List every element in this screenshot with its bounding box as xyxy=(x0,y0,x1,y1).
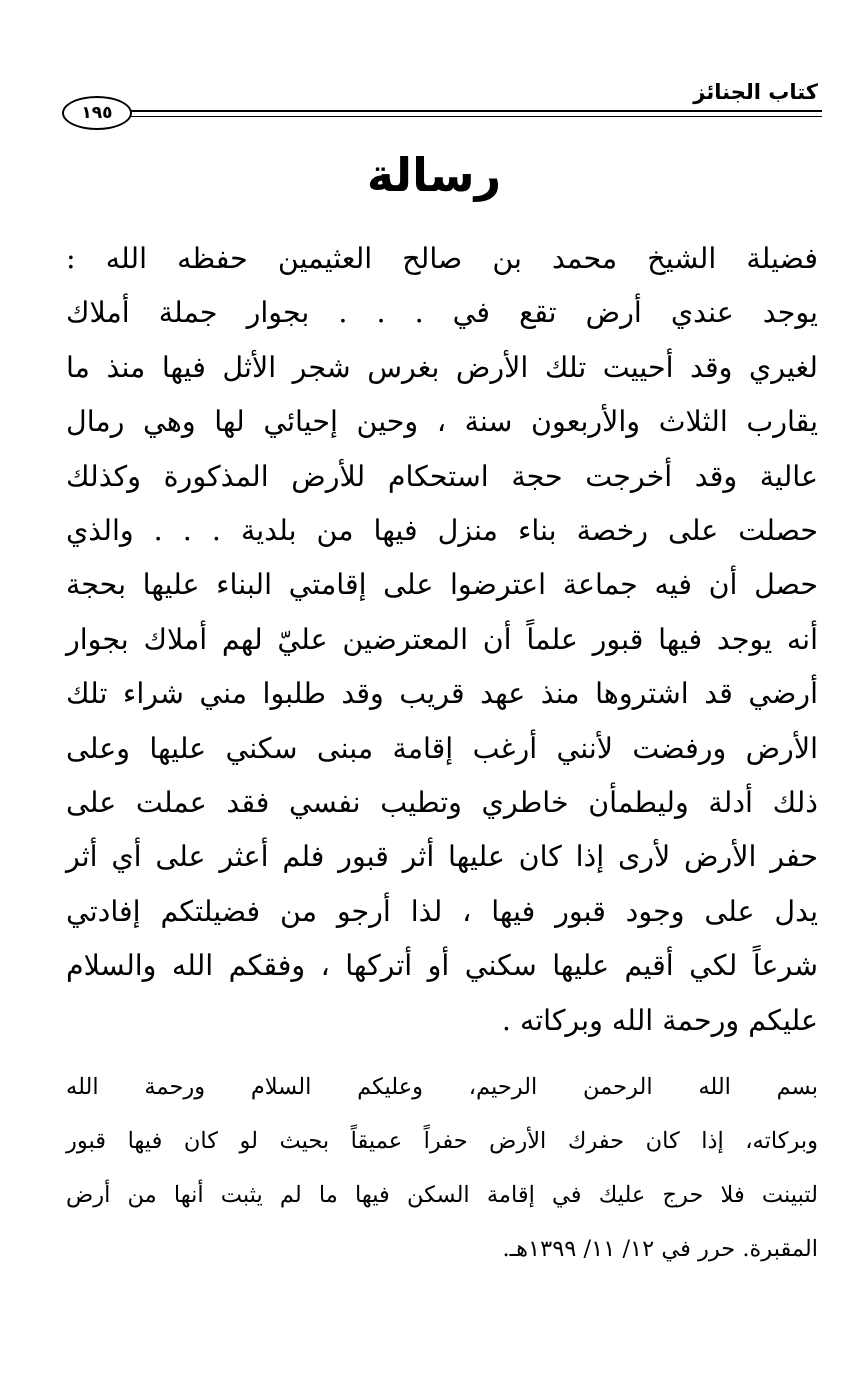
question-line: فضيلة الشيخ محمد بن صالح العثيمين حفظه الله : xyxy=(66,242,818,275)
question-text xyxy=(66,232,818,1048)
answer-line: وبركاته، إذا كان حفرك الأرض حفراً عميقاً بحيث لو كان فيها قبور xyxy=(66,1128,818,1154)
answer-line: لتبينت فلا حرج عليك في إقامة السكن فيها ما لم يثبت أنها من أرض xyxy=(66,1182,818,1208)
question-line: عالية وقد أخرجت حجة استحكام للأرض المذكورة وكذلك xyxy=(66,459,818,493)
question-line: حصل أن فيه جماعة اعترضوا على إقامتي البناء عليها بحجة xyxy=(66,568,818,602)
question-line: عليكم ورحمة الله وبركاته . xyxy=(501,1003,818,1037)
question-line: حفر الأرض لأرى إذا كان عليها أثر قبور فلم أعثر على أي أثر xyxy=(66,840,818,874)
header-rule-thin xyxy=(122,116,822,117)
question-line: يوجد عندي أرض تقع في . . . بجوار جملة أملاك xyxy=(66,296,818,330)
page-title: رسالة xyxy=(366,148,502,202)
answer-text xyxy=(66,1060,818,1276)
answer-line: بسم الله الرحمن الرحيم، وعليكم السلام ورحمة الله xyxy=(66,1074,818,1100)
question-line: حصلت على رخصة بناء منزل فيها من بلدية . . . والذي xyxy=(66,514,818,548)
question-line: يدل على وجود قبور فيها ، لذا أرجو من فضيلتكم إفادتي xyxy=(66,894,818,928)
book-title: كتاب الجنائز xyxy=(693,80,818,104)
answer-line: المقبرة. حرر في ١٢/ ١١/ ١٣٩٩هـ. xyxy=(502,1236,818,1262)
page-header xyxy=(62,80,822,130)
question-line: لغيري وقد أحييت تلك الأرض بغرس شجر الأثل فيها منذ ما xyxy=(66,350,818,384)
header-rule xyxy=(122,110,822,112)
question-line: شرعاً لكي أقيم عليها سكني أو أتركها ، وفقكم الله والسلام xyxy=(66,949,818,983)
question-line: أرضي قد اشتروها منذ عهد قريب وقد طلبوا مني شراء تلك xyxy=(66,677,818,711)
page-number: ١٩٥ xyxy=(62,96,132,130)
question-line: أنه يوجد فيها قبور علماً أن المعترضين عليّ لهم أملاك بجوار xyxy=(66,622,818,656)
question-line: الأرض ورفضت لأنني أرغب إقامة مبنى سكني عليها وعلى xyxy=(66,731,818,765)
question-line: يقارب الثلاث والأربعون سنة ، وحين إحيائي لها وهي رمال xyxy=(66,405,818,439)
question-line: ذلك أدلة وليطمأن خاطري وتطيب نفسي فقد عملت على xyxy=(66,786,818,820)
